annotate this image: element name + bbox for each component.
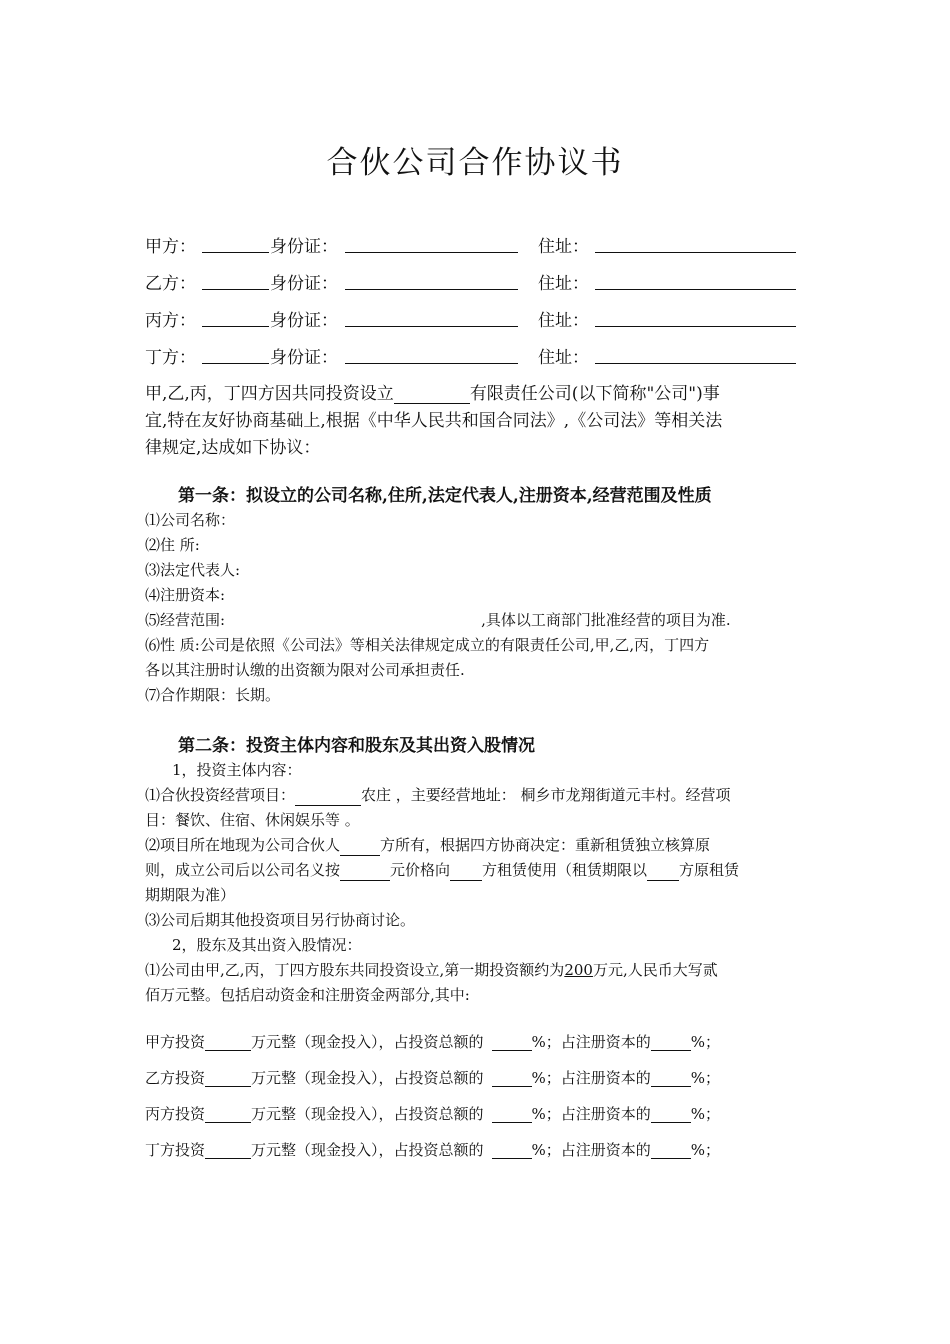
party-label: 丙方： xyxy=(145,311,196,331)
nature-item-line-2: 各以其注册时认缴的出资额为限对公司承担责任. xyxy=(145,661,465,679)
party-label: 甲方： xyxy=(145,237,196,257)
project-line-2: 目：餐饮、住宿、休闲娱乐等 。 xyxy=(145,811,360,829)
investment-text: %； xyxy=(690,1069,721,1087)
document-title: 合伙公司合作协议书 xyxy=(326,145,624,181)
investment-text: 万元整（现金投入），占投资总额的 xyxy=(251,1033,484,1051)
name-blank xyxy=(202,306,269,327)
site-line-1 xyxy=(145,833,710,858)
id-label: 身份证： xyxy=(270,348,338,368)
investment-text: %；占注册资本的 xyxy=(531,1105,651,1123)
business-scope-item xyxy=(145,608,731,633)
total-pct-blank xyxy=(492,1068,532,1087)
id-blank xyxy=(345,232,518,253)
subsection-2: 2，股东及其出资入股情况： xyxy=(172,936,362,954)
company-name-item: ⑴公司名称： xyxy=(145,511,236,529)
site-text: 方所有，根据四方协商决定：重新租赁独立核算原 xyxy=(380,836,711,854)
amount-blank xyxy=(205,1068,251,1087)
investor-label: 甲方投资 xyxy=(145,1033,206,1051)
investment-text: %；占注册资本的 xyxy=(531,1033,651,1051)
registered-capital-item: ⑷注册资本: xyxy=(145,586,226,604)
id-blank xyxy=(345,269,518,290)
id-label: 身份证： xyxy=(270,237,338,257)
investor-label: 乙方投资 xyxy=(145,1069,206,1087)
site-text: 方原租赁 xyxy=(679,861,740,879)
investor-label: 丙方投资 xyxy=(145,1105,206,1123)
investment-text: 万元整（现金投入），占投资总额的 xyxy=(251,1141,484,1159)
scope-tail: ,具体以工商部门批准经营的项目为准. xyxy=(481,611,731,629)
capital-pct-blank xyxy=(651,1032,691,1051)
amount-blank xyxy=(205,1140,251,1159)
name-blank xyxy=(202,343,269,364)
id-label: 身份证： xyxy=(270,311,338,331)
investment-text: %； xyxy=(690,1141,721,1159)
project-name-blank xyxy=(295,785,361,806)
total-pct-blank xyxy=(492,1104,532,1123)
intro-text: 有限责任公司(以下简称"公司")事 xyxy=(469,384,720,404)
project-line-1 xyxy=(145,783,731,808)
site-text: ⑵项目所在地现为公司合伙人 xyxy=(145,836,341,854)
lessor-blank xyxy=(450,860,482,881)
address-label: 住址： xyxy=(538,348,589,368)
capital-pct-blank xyxy=(651,1068,691,1087)
party-label: 乙方： xyxy=(145,274,196,294)
address-blank xyxy=(595,232,796,253)
investment-row-c xyxy=(145,1102,720,1127)
address-blank xyxy=(595,269,796,290)
address-blank xyxy=(595,343,796,364)
owner-blank xyxy=(340,835,380,856)
scope-label: ⑸经营范围: xyxy=(145,611,226,629)
nature-item-line-1: ⑹性 质:公司是依照《公司法》等相关法律规定成立的有限责任公司,甲,乙,丙，丁四方 xyxy=(145,636,710,654)
total-pct-blank xyxy=(492,1140,532,1159)
investment-row-b xyxy=(145,1066,720,1091)
id-label: 身份证： xyxy=(270,274,338,294)
capital-text: 万元,人民币大写贰 xyxy=(592,961,718,979)
intro-paragraph xyxy=(145,381,810,462)
party-label: 丁方： xyxy=(145,348,196,368)
amount-blank xyxy=(205,1104,251,1123)
article-1-heading: 第一条：拟设立的公司名称,住所,法定代表人,注册资本,经营范围及性质 xyxy=(178,486,712,506)
amount-blank xyxy=(205,1032,251,1051)
total-pct-blank xyxy=(492,1032,532,1051)
name-blank xyxy=(202,232,269,253)
lease-term-blank xyxy=(647,860,679,881)
address-label: 住址： xyxy=(538,311,589,331)
investment-amount: 200 xyxy=(564,961,593,979)
address-label: 住址： xyxy=(538,274,589,294)
subsection-1: 1，投资主体内容： xyxy=(172,761,302,779)
intro-line-1 xyxy=(145,381,810,408)
investor-label: 丁方投资 xyxy=(145,1141,206,1159)
capital-pct-blank xyxy=(651,1140,691,1159)
capital-pct-blank xyxy=(651,1104,691,1123)
intro-line-3: 律规定,达成如下协议： xyxy=(145,438,321,458)
legal-rep-item: ⑶法定代表人: xyxy=(145,561,241,579)
article-2-heading: 第二条：投资主体内容和股东及其出资入股情况 xyxy=(178,736,535,756)
address-label: 住址： xyxy=(538,237,589,257)
investment-row-a xyxy=(145,1030,720,1055)
site-line-2 xyxy=(145,858,739,883)
capital-text: ⑴公司由甲,乙,丙，丁四方股东共同投资设立,第一期投资额约为 xyxy=(145,961,565,979)
company-name-blank xyxy=(394,383,470,404)
address-item: ⑵住 所: xyxy=(145,536,200,554)
investment-row-d xyxy=(145,1138,720,1163)
site-text: 元价格向 xyxy=(390,861,451,879)
project-text: 农庄 ，主要经营地址： 桐乡市龙翔街道元丰村。经营项 xyxy=(361,786,731,804)
investment-text: %； xyxy=(690,1033,721,1051)
site-text: 方租赁使用（租赁期限以 xyxy=(482,861,648,879)
term-item: ⑺合作期限：长期。 xyxy=(145,686,281,704)
other-projects-item: ⑶公司后期其他投资项目另行协商讨论。 xyxy=(145,911,416,929)
intro-text: 甲,乙,丙，丁四方因共同投资设立 xyxy=(145,384,394,404)
project-text: ⑴合伙投资经营项目： xyxy=(145,786,296,804)
price-blank xyxy=(340,860,390,881)
investment-text: %； xyxy=(690,1105,721,1123)
address-blank xyxy=(595,306,796,327)
investment-text: %；占注册资本的 xyxy=(531,1141,651,1159)
site-text: 则，成立公司后以公司名义按 xyxy=(145,861,341,879)
investment-text: %；占注册资本的 xyxy=(531,1069,651,1087)
id-blank xyxy=(345,343,518,364)
investment-text: 万元整（现金投入），占投资总额的 xyxy=(251,1069,484,1087)
intro-line-2: 宜,特在友好协商基础上,根据《中华人民共和国合同法》,《公司法》等相关法 xyxy=(145,411,723,431)
id-blank xyxy=(345,306,518,327)
name-blank xyxy=(202,269,269,290)
capital-line-2: 佰万元整。包括启动资金和注册资金两部分,其中: xyxy=(145,986,470,1004)
capital-line-1 xyxy=(145,958,718,983)
investment-text: 万元整（现金投入），占投资总额的 xyxy=(251,1105,484,1123)
site-line-3: 期期限为准） xyxy=(145,886,236,904)
